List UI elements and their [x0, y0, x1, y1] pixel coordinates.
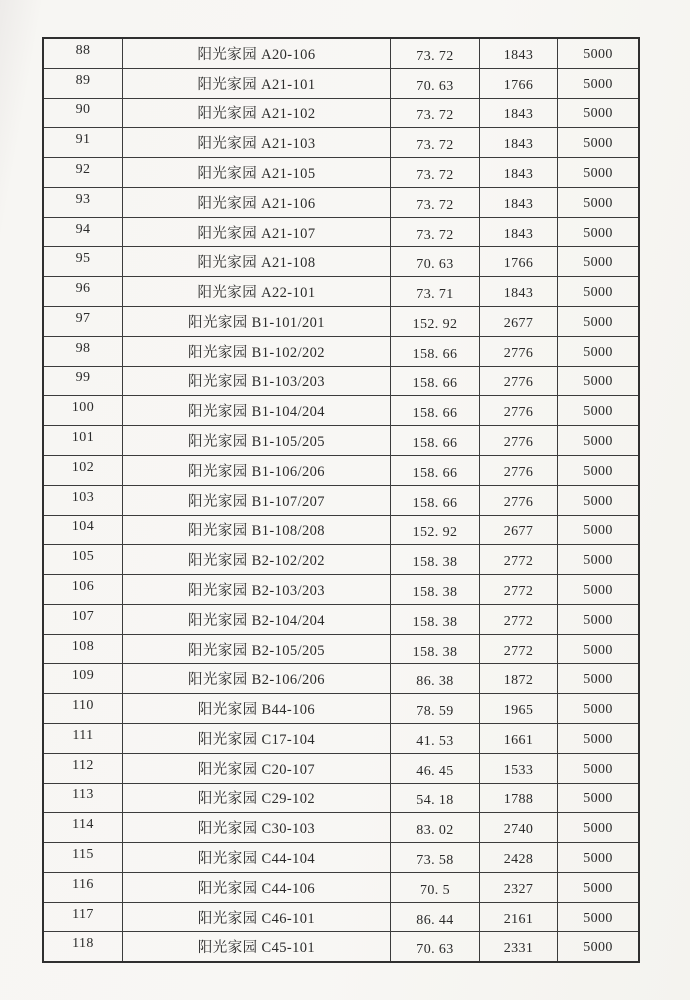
cell-price: 1533 — [479, 754, 557, 783]
cell-deposit: 5000 — [557, 426, 638, 455]
cell-area: 158. 66 — [390, 396, 479, 425]
cell-name: 阳光家园 B2-104/204 — [122, 605, 390, 634]
cell-name: 阳光家园 B1-102/202 — [122, 337, 390, 366]
cell-deposit: 5000 — [557, 605, 638, 634]
cell-deposit: 5000 — [557, 337, 638, 366]
cell-area: 54. 18 — [390, 784, 479, 813]
cell-index: 108 — [71, 638, 95, 654]
cell-name: 阳光家园 B1-107/207 — [122, 486, 390, 515]
cell-index: 89 — [75, 72, 91, 88]
cell-deposit: 5000 — [557, 635, 638, 664]
cell-area: 70. 63 — [390, 247, 479, 276]
cell-deposit: 5000 — [557, 575, 638, 604]
cell-area: 158. 66 — [390, 426, 479, 455]
cell-price: 2677 — [479, 516, 557, 545]
table-row — [44, 276, 638, 306]
cell-price: 2772 — [479, 545, 557, 574]
cell-deposit: 5000 — [557, 39, 638, 68]
cell-area: 158. 66 — [390, 367, 479, 396]
cell-deposit: 5000 — [557, 99, 638, 128]
cell-index: 100 — [71, 400, 95, 416]
cell-index: 110 — [72, 698, 94, 714]
cell-price: 2776 — [479, 486, 557, 515]
table-row — [44, 783, 638, 813]
cell-name: 阳光家园 A21-105 — [122, 158, 390, 187]
cell-name: 阳光家园 A21-107 — [122, 218, 390, 247]
table-row — [44, 544, 638, 574]
cell-price: 2161 — [479, 903, 557, 932]
cell-index: 91 — [75, 132, 91, 148]
table-row — [44, 812, 638, 842]
cell-area: 73. 71 — [390, 277, 479, 306]
cell-index: 101 — [71, 430, 95, 446]
cell-area: 41. 53 — [390, 724, 479, 753]
cell-deposit: 5000 — [557, 396, 638, 425]
cell-area: 73. 72 — [390, 158, 479, 187]
cell-deposit: 5000 — [557, 247, 638, 276]
cell-index: 115 — [72, 846, 94, 862]
table-row — [44, 127, 638, 157]
cell-index: 88 — [75, 42, 91, 58]
cell-deposit: 5000 — [557, 813, 638, 842]
table-row — [44, 634, 638, 664]
cell-index: 98 — [75, 340, 91, 356]
cell-price: 1843 — [479, 39, 557, 68]
cell-price: 1843 — [479, 128, 557, 157]
cell-name: 阳光家园 A21-103 — [122, 128, 390, 157]
table-row — [44, 515, 638, 545]
cell-index: 109 — [71, 668, 95, 684]
cell-deposit: 5000 — [557, 843, 638, 872]
cell-area: 158. 66 — [390, 456, 479, 485]
table-row — [44, 425, 638, 455]
table-row — [44, 246, 638, 276]
cell-price: 2772 — [479, 575, 557, 604]
table-row — [44, 395, 638, 425]
cell-index: 116 — [72, 876, 94, 892]
cell-index: 97 — [75, 310, 91, 326]
cell-deposit: 5000 — [557, 486, 638, 515]
table-row — [44, 723, 638, 753]
cell-price: 1843 — [479, 99, 557, 128]
cell-name: 阳光家园 C17-104 — [122, 724, 390, 753]
cell-index: 117 — [72, 906, 94, 922]
cell-index: 107 — [71, 608, 95, 624]
table-row — [44, 455, 638, 485]
cell-price: 2776 — [479, 367, 557, 396]
cell-index: 95 — [75, 251, 91, 267]
cell-name: 阳光家园 B2-105/205 — [122, 635, 390, 664]
cell-area: 78. 59 — [390, 694, 479, 723]
cell-price: 2776 — [479, 426, 557, 455]
cell-deposit: 5000 — [557, 158, 638, 187]
cell-name: 阳光家园 A22-101 — [122, 277, 390, 306]
cell-price: 2772 — [479, 635, 557, 664]
cell-area: 158. 38 — [390, 545, 479, 574]
table-row — [44, 485, 638, 515]
cell-name: 阳光家园 A21-108 — [122, 247, 390, 276]
cell-index: 104 — [71, 519, 95, 535]
table-row — [44, 574, 638, 604]
cell-name: 阳光家园 B2-102/202 — [122, 545, 390, 574]
cell-deposit: 5000 — [557, 784, 638, 813]
cell-name: 阳光家园 A21-101 — [122, 69, 390, 98]
cell-index: 114 — [72, 817, 94, 833]
table-row — [44, 98, 638, 128]
table-row — [44, 753, 638, 783]
cell-index: 105 — [71, 549, 95, 565]
cell-price: 2776 — [479, 456, 557, 485]
cell-area: 152. 92 — [390, 307, 479, 336]
cell-name: 阳光家园 A21-102 — [122, 99, 390, 128]
cell-name: 阳光家园 B44-106 — [122, 694, 390, 723]
table-row — [44, 68, 638, 98]
cell-price: 1843 — [479, 277, 557, 306]
table-row — [44, 366, 638, 396]
cell-index: 99 — [75, 370, 91, 386]
cell-price: 1766 — [479, 69, 557, 98]
cell-index: 92 — [75, 162, 91, 178]
cell-area: 46. 45 — [390, 754, 479, 783]
table-row — [44, 306, 638, 336]
cell-price: 2428 — [479, 843, 557, 872]
cell-area: 158. 66 — [390, 337, 479, 366]
cell-area: 158. 38 — [390, 605, 479, 634]
cell-deposit: 5000 — [557, 218, 638, 247]
cell-deposit: 5000 — [557, 516, 638, 545]
cell-area: 73. 72 — [390, 99, 479, 128]
cell-price: 2776 — [479, 396, 557, 425]
cell-price: 2677 — [479, 307, 557, 336]
cell-area: 73. 58 — [390, 843, 479, 872]
cell-deposit: 5000 — [557, 69, 638, 98]
cell-price: 1843 — [479, 218, 557, 247]
cell-name: 阳光家园 B1-101/201 — [122, 307, 390, 336]
cell-index: 93 — [75, 191, 91, 207]
table-row — [44, 872, 638, 902]
cell-index: 106 — [71, 578, 95, 594]
table-row — [44, 663, 638, 693]
cell-area: 73. 72 — [390, 218, 479, 247]
cell-index: 111 — [72, 727, 94, 743]
cell-price: 2776 — [479, 337, 557, 366]
table-row — [44, 931, 638, 961]
cell-area: 73. 72 — [390, 128, 479, 157]
cell-price: 1843 — [479, 188, 557, 217]
cell-name: 阳光家园 C44-106 — [122, 873, 390, 902]
cell-name: 阳光家园 B2-103/203 — [122, 575, 390, 604]
cell-index: 103 — [71, 489, 95, 505]
cell-deposit: 5000 — [557, 724, 638, 753]
cell-area: 158. 66 — [390, 486, 479, 515]
cell-deposit: 5000 — [557, 307, 638, 336]
cell-name: 阳光家园 A20-106 — [122, 39, 390, 68]
cell-price: 1788 — [479, 784, 557, 813]
cell-name: 阳光家园 B1-104/204 — [122, 396, 390, 425]
cell-deposit: 5000 — [557, 873, 638, 902]
cell-index: 94 — [75, 221, 91, 237]
cell-name: 阳光家园 C44-104 — [122, 843, 390, 872]
cell-area: 73. 72 — [390, 39, 479, 68]
cell-name: 阳光家园 B2-106/206 — [122, 664, 390, 693]
cell-area: 70. 63 — [390, 69, 479, 98]
cell-deposit: 5000 — [557, 188, 638, 217]
cell-price: 1766 — [479, 247, 557, 276]
cell-area: 70. 63 — [390, 932, 479, 961]
cell-area: 86. 38 — [390, 664, 479, 693]
cell-deposit: 5000 — [557, 367, 638, 396]
table-row — [44, 902, 638, 932]
table-row — [44, 604, 638, 634]
cell-price: 1872 — [479, 664, 557, 693]
cell-price: 2331 — [479, 932, 557, 961]
cell-area: 73. 72 — [390, 188, 479, 217]
table-row — [44, 157, 638, 187]
cell-deposit: 5000 — [557, 903, 638, 932]
cell-name: 阳光家园 A21-106 — [122, 188, 390, 217]
table-row — [44, 336, 638, 366]
cell-name: 阳光家园 B1-105/205 — [122, 426, 390, 455]
cell-name: 阳光家园 C30-103 — [122, 813, 390, 842]
price-table — [42, 37, 640, 963]
cell-name: 阳光家园 B1-103/203 — [122, 367, 390, 396]
table-row — [44, 693, 638, 723]
cell-index: 118 — [72, 936, 94, 952]
cell-index: 90 — [75, 102, 91, 118]
cell-area: 152. 92 — [390, 516, 479, 545]
cell-area: 83. 02 — [390, 813, 479, 842]
cell-deposit: 5000 — [557, 664, 638, 693]
cell-name: 阳光家园 B1-108/208 — [122, 516, 390, 545]
cell-deposit: 5000 — [557, 694, 638, 723]
cell-area: 158. 38 — [390, 575, 479, 604]
cell-price: 1843 — [479, 158, 557, 187]
table-row — [44, 39, 638, 68]
cell-name: 阳光家园 C29-102 — [122, 784, 390, 813]
cell-area: 70. 5 — [390, 873, 479, 902]
cell-area: 158. 38 — [390, 635, 479, 664]
table-row — [44, 842, 638, 872]
cell-index: 102 — [71, 459, 95, 475]
cell-price: 2772 — [479, 605, 557, 634]
cell-name: 阳光家园 C46-101 — [122, 903, 390, 932]
cell-deposit: 5000 — [557, 128, 638, 157]
cell-price: 1661 — [479, 724, 557, 753]
cell-deposit: 5000 — [557, 277, 638, 306]
cell-name: 阳光家园 C45-101 — [122, 932, 390, 961]
cell-name: 阳光家园 B1-106/206 — [122, 456, 390, 485]
table-row — [44, 187, 638, 217]
cell-deposit: 5000 — [557, 754, 638, 783]
cell-price: 1965 — [479, 694, 557, 723]
cell-deposit: 5000 — [557, 545, 638, 574]
cell-index: 112 — [72, 757, 94, 773]
cell-price: 2327 — [479, 873, 557, 902]
cell-name: 阳光家园 C20-107 — [122, 754, 390, 783]
cell-area: 86. 44 — [390, 903, 479, 932]
cell-deposit: 5000 — [557, 456, 638, 485]
cell-price: 2740 — [479, 813, 557, 842]
cell-deposit: 5000 — [557, 932, 638, 961]
table-row — [44, 217, 638, 247]
cell-index: 113 — [72, 787, 94, 803]
cell-index: 96 — [75, 281, 91, 297]
